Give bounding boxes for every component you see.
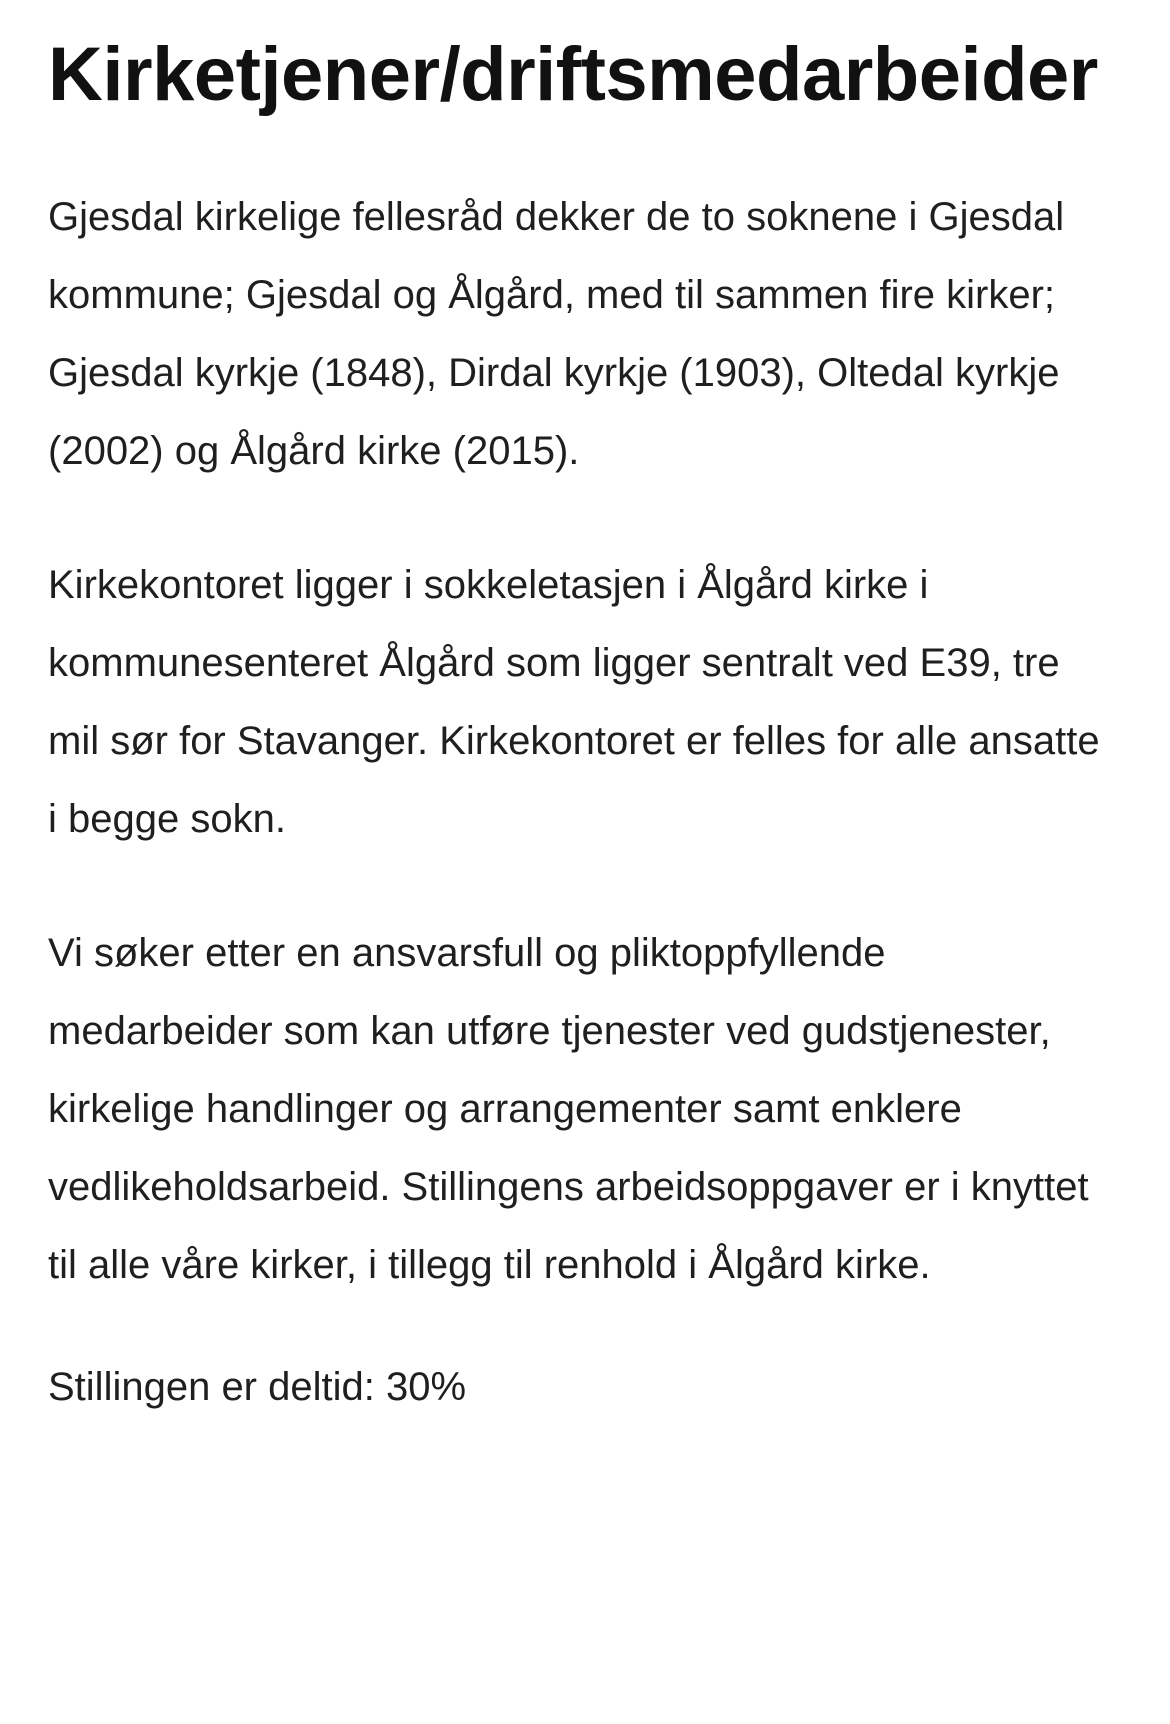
intro-paragraph: Gjesdal kirkelige fellesråd dekker de to soknene i Gjesdal kommune; Gjesdal og Ålgård, med til sammen fire kirker; Gjesdal kyrkje (1848), Dirdal kyrkje (1903), Oltedal kyrkje (2002) og Ålgård kirke (2015). xyxy=(48,195,1065,473)
page-title: Kirketjener/driftsmedarbeider xyxy=(48,32,1098,117)
office-location-paragraph: Kirkekontoret ligger i sokkeletasjen i Ålgård kirke i kommunesenteret Ålgård som ligger sentralt ved E39, tre mil sør for Stavanger. Kirkekontoret er felles for alle ansatte i begge sokn. xyxy=(48,563,1100,841)
job-posting-article xyxy=(48,22,1118,1426)
job-description-paragraph: Vi søker etter en ansvarsfull og pliktoppfyllende medarbeider som kan utføre tjenester ved gudstjenester, kirkelige handlinger og arrangementer samt enklere vedlikeholdsarbeid. Stillingens arbeidsoppgaver er i knyttet til alle våre kirker, i tillegg til renhold i Ålgård kirke. xyxy=(48,931,1089,1287)
employment-percentage-text: Stillingen er deltid: 30% xyxy=(48,1365,467,1409)
